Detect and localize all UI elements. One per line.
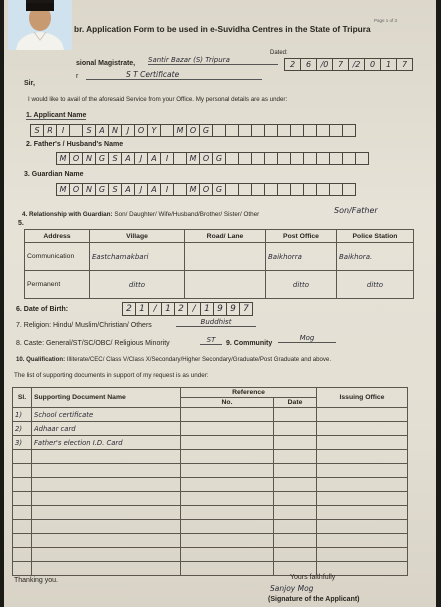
doc-name: [32, 464, 181, 478]
doc-ref-no: [181, 520, 274, 534]
doc-ref-date: [274, 548, 317, 562]
doc-ref-date: [274, 450, 317, 464]
addressee-line1-value: Santir Bazar (S) Tripura: [148, 56, 278, 65]
salutation: Sir,: [24, 80, 35, 87]
address-row-type: Permanent: [25, 271, 90, 299]
doc-name: Father's election I.D. Card: [32, 436, 181, 450]
letter-box: /: [187, 302, 201, 316]
document-row: [13, 548, 408, 562]
letter-box: G: [212, 152, 226, 165]
doc-name: [32, 492, 181, 506]
letter-box: [329, 183, 343, 196]
letter-box: O: [186, 124, 200, 137]
letter-box: [69, 124, 83, 137]
father-name-label: 2. Father's / Husband's Name: [26, 141, 124, 148]
letter-box: [316, 124, 330, 137]
letter-box: A: [121, 152, 135, 165]
doc-ref-date: [274, 492, 317, 506]
doc-sl: [13, 548, 32, 562]
letter-box: O: [199, 183, 213, 196]
addressee-line2-prefix: r: [76, 73, 79, 80]
letter-box: [277, 124, 291, 137]
address-road: [185, 271, 266, 299]
letter-box: N: [82, 152, 96, 165]
letter-box: [251, 183, 265, 196]
applicant-name-boxes: [30, 124, 355, 137]
letter-box: I: [56, 124, 70, 137]
addressee-line1-label: sional Magistrate,: [76, 60, 136, 67]
address-table: [24, 229, 414, 299]
letter-box: [160, 124, 174, 137]
doc-ref-date: [274, 478, 317, 492]
dated-boxes: 2 6 /0 7 /2 0 1 7: [284, 58, 412, 71]
doc-header-reference: Reference: [181, 388, 317, 398]
doc-sl: [13, 492, 32, 506]
guardian-name-label: 3. Guardian Name: [24, 171, 84, 178]
doc-name: [32, 506, 181, 520]
address-header-police-station: Police Station: [337, 230, 414, 243]
letter-box: [225, 183, 239, 196]
address-section-number: 5.: [18, 220, 24, 227]
letter-box: [238, 124, 252, 137]
doc-issuing-office: [317, 548, 408, 562]
letter-box: G: [199, 124, 213, 137]
address-header-address: Address: [25, 230, 90, 243]
letter-box: [303, 183, 317, 196]
letter-box: N: [108, 124, 122, 137]
letter-box: [290, 124, 304, 137]
address-road: [185, 243, 266, 271]
letter-box: M: [56, 152, 70, 165]
applicant-name-label: 1. Applicant Name: [26, 112, 87, 119]
addressee-line2-value: S T Certificate: [86, 70, 262, 80]
document-row: [13, 436, 408, 450]
letter-box: [212, 124, 226, 137]
doc-ref-no: [181, 492, 274, 506]
caste-value: ST: [200, 336, 222, 345]
letter-box: N: [82, 183, 96, 196]
letter-box: /: [148, 302, 162, 316]
doc-issuing-office: [317, 520, 408, 534]
letter-box: [303, 124, 317, 137]
letter-box: [225, 152, 239, 165]
application-form-sheet: [4, 0, 436, 607]
religion-label: 7. Religion: Hindu/ Muslim/Christian/ Others: [16, 322, 152, 329]
letter-box: O: [199, 152, 213, 165]
letter-box: [329, 152, 343, 165]
document-row: [13, 534, 408, 548]
doc-name: Adhaar card: [32, 422, 181, 436]
letter-box: 1: [135, 302, 149, 316]
doc-ref-date: [274, 464, 317, 478]
letter-box: M: [186, 152, 200, 165]
letter-box: [277, 152, 291, 165]
doc-name: [32, 562, 181, 576]
intro-text: I would like to avail of the aforesaid Service from your Office. My personal details are as under:: [28, 96, 288, 103]
address-header-post-office: Post Office: [266, 230, 337, 243]
doc-name: [32, 548, 181, 562]
father-name-boxes: [56, 152, 368, 165]
letter-box: [173, 183, 187, 196]
letter-box: 9: [213, 302, 227, 316]
letter-box: J: [121, 124, 135, 137]
doc-sl: [13, 450, 32, 464]
document-row: [13, 478, 408, 492]
document-row: [13, 408, 408, 422]
letter-box: 2: [174, 302, 188, 316]
document-row: [13, 562, 408, 576]
address-header-road: Road/ Lane: [185, 230, 266, 243]
doc-sl: 3): [13, 436, 32, 450]
guardian-name-boxes: [56, 183, 355, 196]
doc-ref-no: [181, 534, 274, 548]
doc-ref-no: [181, 478, 274, 492]
letter-box: Y: [147, 124, 161, 137]
letter-box: [238, 152, 252, 165]
document-row: [13, 464, 408, 478]
letter-box: S: [108, 152, 122, 165]
letter-box: M: [186, 183, 200, 196]
letter-box: G: [95, 183, 109, 196]
document-row: [13, 492, 408, 506]
doc-ref-date: [274, 436, 317, 450]
letter-box: [290, 183, 304, 196]
letter-box: [342, 183, 356, 196]
letter-box: A: [121, 183, 135, 196]
document-row: [13, 450, 408, 464]
documents-table: [12, 387, 408, 576]
form-title: br. Application Form to be used in e-Suvidha Centres in the State of Tripura: [74, 24, 371, 34]
letter-box: [264, 124, 278, 137]
doc-ref-date: [274, 506, 317, 520]
address-row-type: Communication: [25, 243, 90, 271]
community-label: 9. Community: [226, 340, 273, 347]
relationship-row: 4. Relationship with Guardian: Son/ Daughter/ Wife/Husband/Brother/ Sister/ Other: [22, 211, 260, 218]
doc-ref-no: [181, 450, 274, 464]
qualification-row: 10. Qualification: Illiterate/CEC/ Class V/Class X/Secondary/Higher Secondary/Graduate/Post Graduate and above.: [16, 356, 332, 363]
letter-box: [225, 124, 239, 137]
doc-ref-no: [181, 506, 274, 520]
doc-issuing-office: [317, 506, 408, 520]
doc-ref-no: [181, 562, 274, 576]
letter-box: I: [160, 183, 174, 196]
address-village: Eastchamakbari: [90, 243, 185, 271]
dated-label: Dated:: [270, 50, 288, 56]
letter-box: S: [108, 183, 122, 196]
doc-issuing-office: [317, 478, 408, 492]
document-row: [13, 422, 408, 436]
letter-box: 1: [161, 302, 175, 316]
doc-issuing-office: [317, 492, 408, 506]
yours-faithfully: Yours faithfully: [290, 574, 336, 581]
address-post-office: ditto: [266, 271, 337, 299]
doc-name: [32, 534, 181, 548]
letter-box: [316, 183, 330, 196]
doc-issuing-office: [317, 450, 408, 464]
letter-box: [264, 183, 278, 196]
letter-box: A: [95, 124, 109, 137]
letter-box: A: [147, 152, 161, 165]
letter-box: 9: [226, 302, 240, 316]
doc-issuing-office: [317, 436, 408, 450]
address-header-village: Village: [90, 230, 185, 243]
address-post-office: Baikhorra: [266, 243, 337, 271]
letter-box: [173, 152, 187, 165]
doc-ref-date: [274, 534, 317, 548]
doc-name: [32, 450, 181, 464]
letter-box: [329, 124, 343, 137]
doc-sl: [13, 520, 32, 534]
letter-box: I: [160, 152, 174, 165]
doc-issuing-office: [317, 464, 408, 478]
doc-sl: [13, 506, 32, 520]
letter-box: J: [134, 152, 148, 165]
page-indicator: Page 1 of 3: [374, 18, 398, 23]
letter-box: 2: [122, 302, 136, 316]
address-police-station: Baikhora.: [337, 243, 414, 271]
doc-sl: [13, 562, 32, 576]
doc-sl: [13, 464, 32, 478]
address-village: ditto: [90, 271, 185, 299]
doc-issuing-office: [317, 534, 408, 548]
doc-header-sl: Sl.: [13, 388, 32, 408]
religion-value: Buddhist: [176, 318, 256, 327]
dob-boxes: [122, 302, 252, 316]
letter-box: 7: [239, 302, 253, 316]
letter-box: [264, 152, 278, 165]
thanking-text: Thanking you.: [14, 577, 58, 584]
letter-box: 1: [200, 302, 214, 316]
letter-box: [251, 124, 265, 137]
address-police-station: ditto: [337, 271, 414, 299]
doc-ref-no: [181, 422, 274, 436]
letter-box: G: [95, 152, 109, 165]
relationship-value: Son/Father: [334, 206, 378, 215]
doc-ref-no: [181, 408, 274, 422]
doc-ref-no: [181, 548, 274, 562]
caste-label: 8. Caste: General/ST/SC/OBC/ Religious Minority: [16, 340, 170, 347]
supporting-intro: The list of supporting documents in support of my request is as under:: [14, 372, 209, 379]
letter-box: J: [134, 183, 148, 196]
doc-header-issuing-office: Issuing Office: [317, 388, 408, 408]
letter-box: S: [30, 124, 44, 137]
letter-box: M: [56, 183, 70, 196]
document-row: [13, 506, 408, 520]
letter-box: A: [147, 183, 161, 196]
letter-box: [290, 152, 304, 165]
signature-label: (Signature of the Applicant): [268, 596, 360, 603]
doc-sl: [13, 534, 32, 548]
dob-label: 6. Date of Birth:: [16, 306, 69, 313]
letter-box: [316, 152, 330, 165]
community-value: Mog: [278, 334, 336, 343]
doc-ref-date: [274, 520, 317, 534]
letter-box: [342, 124, 356, 137]
doc-sl: 2): [13, 422, 32, 436]
doc-ref-date: [274, 422, 317, 436]
doc-name: [32, 520, 181, 534]
doc-ref-date: [274, 408, 317, 422]
document-row: [13, 520, 408, 534]
applicant-photo: [8, 0, 72, 50]
doc-header-name: Supporting Document Name: [32, 388, 181, 408]
doc-issuing-office: [317, 422, 408, 436]
letter-box: [251, 152, 265, 165]
doc-sl: [13, 478, 32, 492]
letter-box: [277, 183, 291, 196]
doc-ref-no: [181, 464, 274, 478]
letter-box: R: [43, 124, 57, 137]
letter-box: O: [69, 152, 83, 165]
doc-name: [32, 478, 181, 492]
letter-box: [342, 152, 356, 165]
letter-box: [355, 152, 369, 165]
letter-box: O: [69, 183, 83, 196]
doc-name: School certificate: [32, 408, 181, 422]
applicant-signature: Sanjoy Mog: [270, 584, 314, 593]
doc-issuing-office: [317, 408, 408, 422]
doc-header-ref-no: No.: [181, 398, 274, 408]
letter-box: O: [134, 124, 148, 137]
letter-box: M: [173, 124, 187, 137]
letter-box: [238, 183, 252, 196]
doc-ref-no: [181, 436, 274, 450]
letter-box: G: [212, 183, 226, 196]
letter-box: [303, 152, 317, 165]
doc-header-ref-date: Date: [274, 398, 317, 408]
doc-sl: 1): [13, 408, 32, 422]
letter-box: S: [82, 124, 96, 137]
